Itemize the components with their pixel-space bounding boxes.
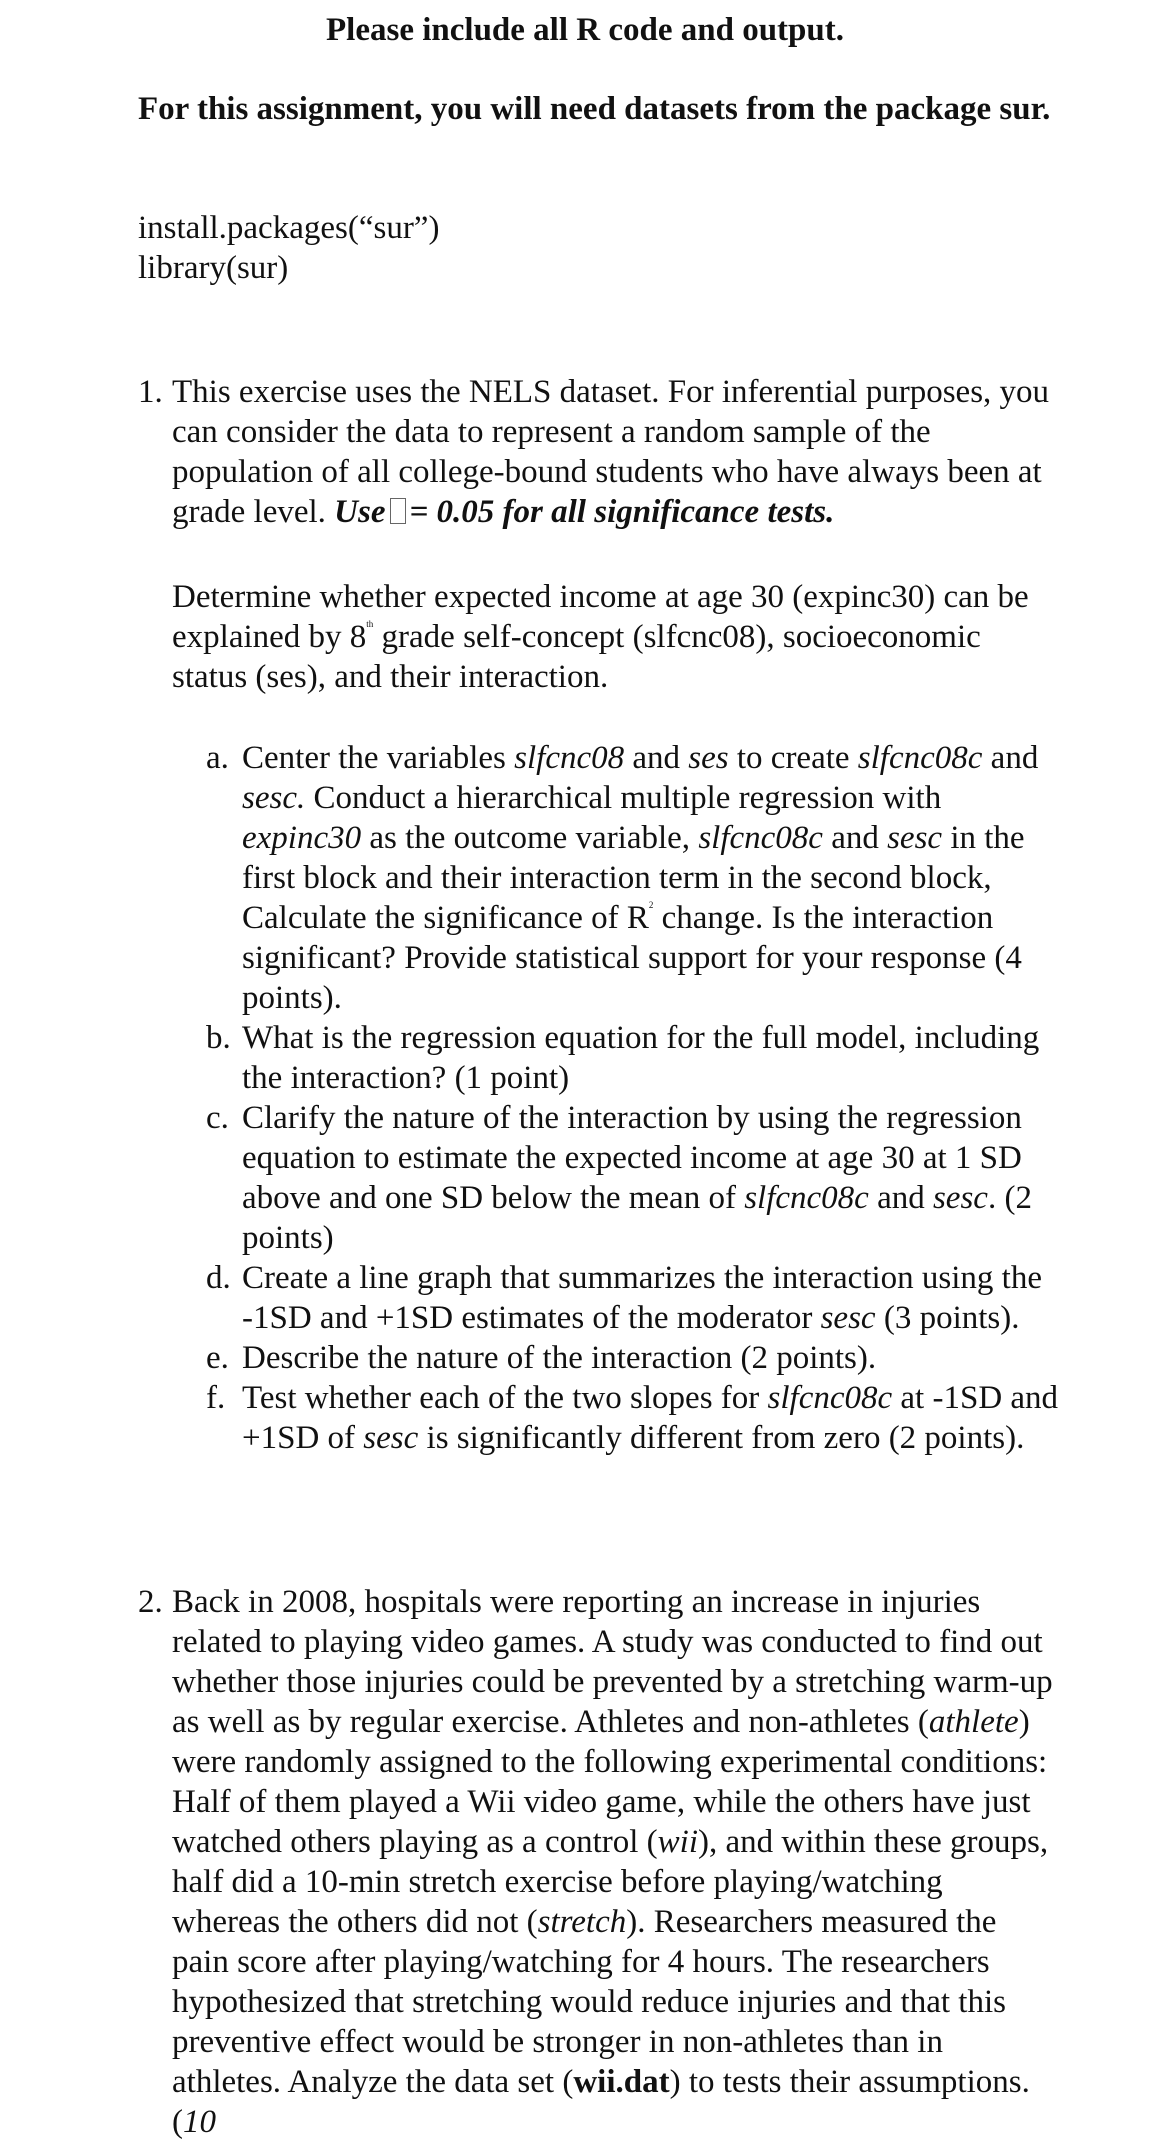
r-squared-superscript: 2 xyxy=(648,900,654,910)
code-line-library: library(sur) xyxy=(138,250,289,286)
question-2: 2. Back in 2008, hospitals were reporting an increase in injuries related to playing video games. A study was conducted to find out whether those injuries could be prevented by a stretching warm-up as well as by regular exercise. Athletes and non-athletes (athlete) were randomly assigned to the following experimental conditions: Half of them played a Wii video game, while the others have just watched others playing as a control (wii), and within these groups, half did a 10-min stretch exercise before playing/watching whereas the others did not (stretch). Researchers measured the pain score after playing/watching for 4 hours. The researchers hypothesized that stretching would reduce injuries and that this preventive effect would be stronger in non-athletes than in athletes. Analyze the data set (wii.dat) to tests their assumptions. (10 xyxy=(138,1584,1053,2140)
r-code-block xyxy=(138,208,439,288)
subquestion-e: e. Describe the nature of the interaction (2 points). xyxy=(206,1340,877,1376)
question-1-number: 1. xyxy=(138,374,163,410)
question-2-number: 2. xyxy=(138,1584,163,1620)
question-1-text: This exercise uses the NELS dataset. For inferential purposes, you can consider the data to represent a random sample of the population of all college-bound students who have always been at grade level. xyxy=(172,374,1050,530)
data-file-name: wii.dat xyxy=(573,2064,670,2100)
alpha-prefix: Use xyxy=(334,494,386,530)
subquestion-c: c. Clarify the nature of the interaction by using the regression equation to estimate the expected income at age 30 at 1 SD above and one SD below the mean of slfcnc08c and sesc. (2 points) xyxy=(206,1100,1032,1256)
ordinal-superscript: th xyxy=(366,619,374,629)
subquestion-b: b. What is the regression equation for the full model, including the interaction? (1 point) xyxy=(206,1020,1040,1096)
page-heading: Please include all R code and output. xyxy=(326,12,844,48)
alpha-suffix: = 0.05 for all significance tests. xyxy=(409,494,835,530)
subquestion-f: f. Test whether each of the two slopes for slfcnc08c at -1SD and +1SD of sesc is significantly different from zero (2 points). xyxy=(206,1380,1059,1456)
question-1-paragraph: Determine whether expected income at age 30 (expinc30) can be explained by 8th grade self-concept (slfcnc08), socioeconomic status (ses), and their interaction. xyxy=(172,579,1029,695)
subquestion-a: a. Center the variables slfcnc08 and ses to create slfcnc08c and sesc. Conduct a hierarchical multiple regression with expinc30 as the outcome variable, slfcnc08c and sesc in the first block and their interaction term in the second block, Calculate the significance of $R^2$ change. Is the interaction significant? Provide statistical support for your response (4 points). xyxy=(206,740,1039,1016)
alpha-symbol-icon xyxy=(390,498,406,524)
subquestion-d: d. Create a line graph that summarizes the interaction using the -1SD and +1SD estimates of the moderator sesc (3 points). xyxy=(206,1260,1042,1336)
intro-paragraph: For this assignment, you will need datasets from the package sur. xyxy=(138,91,1051,127)
question-1-subquestions xyxy=(206,738,1062,1458)
code-line-install: install.packages(“sur”) xyxy=(138,210,440,246)
question-1 xyxy=(138,372,1058,532)
